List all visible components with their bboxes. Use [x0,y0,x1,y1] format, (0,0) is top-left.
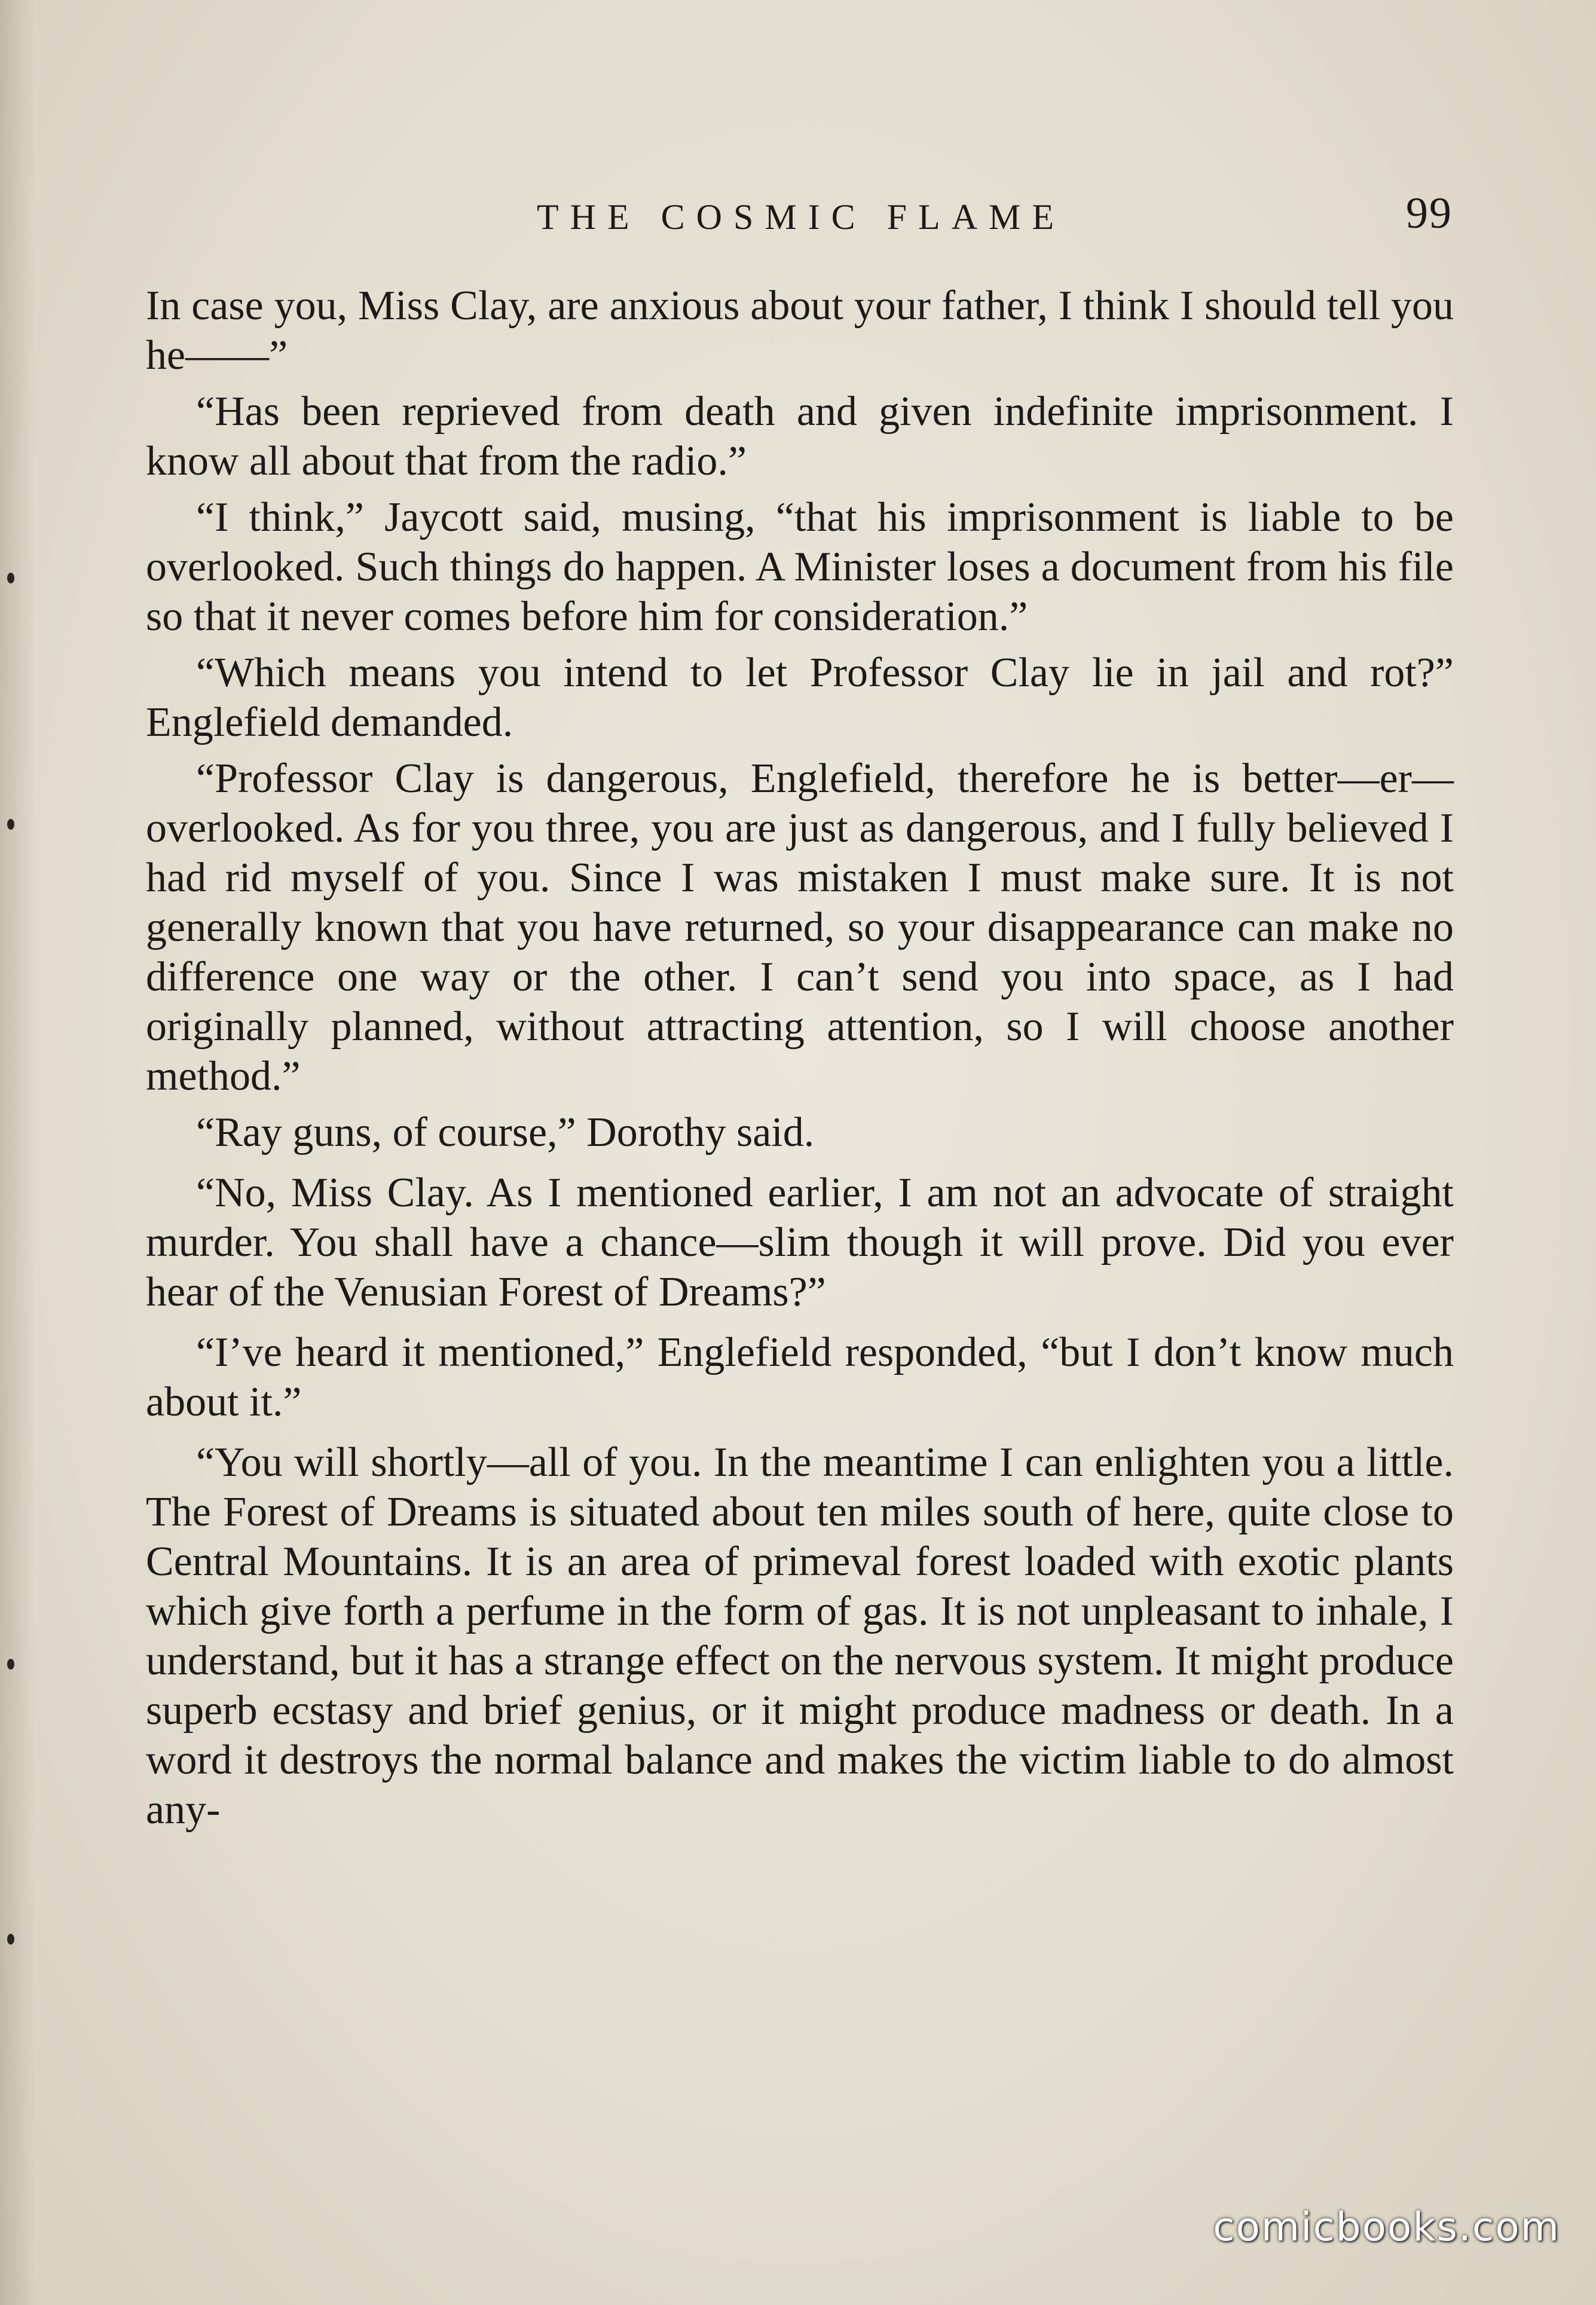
paragraph: “Has been reprieved from death and given indefinite imprisonment. I know all about that from the radio.” [146,389,1454,484]
body-text [146,281,1454,2146]
page-number: 99 [1406,189,1453,238]
paragraph: “No, Miss Clay. As I mentioned earlier, I am not an advocate of straight murder. You shall have a chance—slim though it will prove. Did you ever hear of the Venusian Forest of Dreams?” [146,1170,1454,1315]
paragraph: “I’ve heard it mentioned,” Englefield responded, “but I don’t know much about it.” [146,1329,1454,1425]
paragraph: “Professor Clay is dangerous, Englefield, therefore he is better—er—overlooked. As for you three, you are just as dangerous, and I fully believed I had rid myself of you. Since I was mistaken I must make sure. It is not generally known that you have returned, so your disappearance can make no difference one way or the other. I can’t send you into space, as I had originally planned, without attracting attention, so I will choose another method.” [146,756,1454,1099]
paragraph: In case you, Miss Clay, are anxious about your father, I think I should tell you he——” [146,283,1454,378]
binding-hole [7,1934,14,1945]
paragraph: “Which means you intend to let Professor Clay lie in jail and rot?” Englefield demanded. [146,650,1454,745]
paragraph: “Ray guns, of course,” Dorothy said. [196,1109,815,1155]
running-title: THE COSMIC FLAME [536,197,1066,237]
spine-shadow [0,0,36,2305]
watermark: comicbooks.com [1213,2204,1560,2250]
binding-hole [7,1659,14,1670]
binding-hole [7,573,14,583]
binding-hole [7,819,14,830]
page-header [149,190,1453,244]
paragraph: “You will shortly—all of you. In the meantime I can enlighten you a little. The Forest of Dreams is situated about ten miles south of here, quite close to Central Mountains. It is an area of primeval forest loaded with exotic plants which give forth a perfume in the form of gas. It is not unpleasant to inhale, I understand, but it has a strange effect on the nervous system. It might produce superb ecstasy and brief genius, or it might produce madness or death. In a word it destroys the normal balance and makes the victim liable to do almost any- [146,1439,1454,1833]
paragraph: “I think,” Jaycott said, musing, “that his imprisonment is liable to be overlooked. Such things do happen. A Minister loses a document from his file so that it never comes before him for consideration.” [146,494,1454,640]
